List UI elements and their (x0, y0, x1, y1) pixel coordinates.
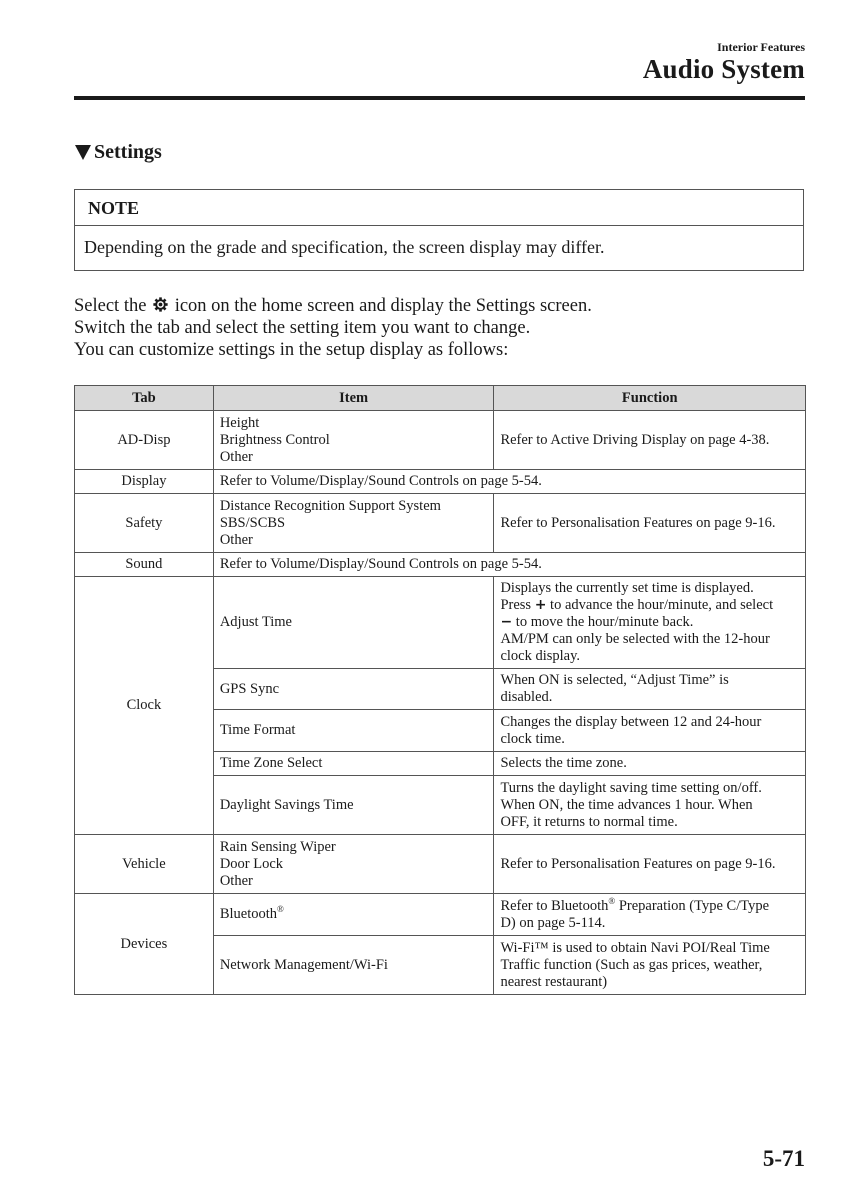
function-cell-safety: Refer to Personalisation Features on page 9-16. (494, 494, 806, 553)
function-cell-daylight (494, 776, 806, 835)
item-cell-time-format: Time Format (213, 710, 494, 752)
tab-cell-addisp: AD-Disp (75, 411, 214, 470)
function-line: Displays the currently set time is displayed. (500, 580, 754, 596)
registered-mark: ® (608, 895, 616, 906)
item-cell-daylight: Daylight Savings Time (213, 776, 494, 835)
function-line: Traffic function (Such as gas prices, weather, (500, 956, 763, 973)
intro-text (74, 295, 592, 361)
item-cell-bluetooth (213, 894, 494, 936)
table-row (75, 894, 806, 936)
function-cell-vehicle: Refer to Personalisation Features on page 9-16. (494, 835, 806, 894)
table-row (75, 577, 806, 669)
function-line: clock time. (500, 730, 565, 747)
minus-icon: − (500, 614, 513, 630)
item-cell-addisp (213, 411, 494, 470)
plus-icon: + (534, 597, 547, 613)
table-row (75, 835, 806, 894)
header-item: Item (213, 386, 494, 411)
function-line: AM/PM can only be selected with the 12-hour (500, 631, 770, 647)
table-row (75, 411, 806, 470)
note-box (74, 189, 804, 271)
function-cell-time-format (494, 710, 806, 752)
header-rule (74, 96, 805, 100)
bluetooth-label: Bluetooth (219, 906, 278, 922)
item-line: Distance Recognition Support System (219, 497, 441, 514)
function-line: When ON is selected, “Adjust Time” is (500, 672, 729, 688)
function-line: Turns the daylight saving time setting on/off. (500, 779, 762, 796)
item-line: Other (219, 448, 253, 465)
section-heading (75, 141, 162, 164)
span-cell-sound: Refer to Volume/Display/Sound Controls on page 5-54. (213, 553, 805, 577)
table-row (75, 553, 806, 577)
item-line: Other (219, 872, 253, 889)
tab-cell-safety: Safety (75, 494, 214, 553)
page-title: Audio System (642, 54, 805, 84)
table-row (75, 470, 806, 494)
table-header-row (75, 386, 806, 411)
header-tab: Tab (75, 386, 214, 411)
chapter-label: Interior Features (717, 40, 805, 54)
intro-line-1-end: icon on the home screen and display the Settings screen. (174, 296, 592, 316)
function-line (500, 895, 799, 915)
tab-cell-sound: Sound (75, 553, 214, 577)
function-line: nearest restaurant) (500, 973, 608, 990)
tab-cell-display: Display (75, 470, 214, 494)
function-cell-adjust-time (494, 577, 806, 669)
item-cell-time-zone: Time Zone Select (213, 752, 494, 776)
intro-line-2: Switch the tab and select the setting item you want to change. (74, 318, 531, 338)
registered-mark: ® (277, 904, 284, 915)
bluetooth-ref-text-2: Preparation (Type C/Type (615, 897, 770, 914)
item-cell-adjust-time: Adjust Time (213, 577, 494, 669)
function-cell-time-zone: Selects the time zone. (494, 752, 806, 776)
intro-line-1-start: Select the (74, 296, 147, 316)
header-function: Function (494, 386, 806, 411)
function-line: When ON, the time advances 1 hour. When (500, 796, 753, 813)
item-line: Rain Sensing Wiper (219, 838, 336, 855)
function-cell-network (494, 936, 806, 995)
function-line (500, 597, 799, 614)
function-line: OFF, it returns to normal time. (500, 813, 678, 830)
function-cell-addisp: Refer to Active Driving Display on page 4-38. (494, 411, 806, 470)
item-line: SBS/SCBS (219, 514, 286, 531)
item-line: Other (219, 531, 253, 548)
function-line: Changes the display between 12 and 24-hour (500, 713, 762, 730)
item-line: Height (219, 414, 260, 431)
function-cell-gps-sync (494, 669, 806, 710)
function-line (500, 614, 799, 631)
function-line: disabled. (500, 689, 553, 705)
section-heading-text: Settings (94, 141, 162, 163)
tab-cell-clock: Clock (75, 577, 214, 835)
tab-cell-devices: Devices (75, 894, 214, 995)
note-text: Depending on the grade and specification, the screen display may differ. (84, 237, 605, 257)
item-line: Door Lock (219, 855, 284, 872)
item-cell-safety (213, 494, 494, 553)
item-line: Brightness Control (219, 431, 330, 448)
note-title: NOTE (75, 190, 803, 226)
page-number: 5-71 (762, 1146, 805, 1171)
gear-icon (153, 297, 168, 312)
settings-table (74, 385, 806, 995)
span-cell-display: Refer to Volume/Display/Sound Controls on page 5-54. (213, 470, 805, 494)
bluetooth-ref-text: Refer to Bluetooth (500, 897, 609, 914)
plus-text: to advance the hour/minute, and select (550, 597, 774, 613)
item-cell-vehicle (213, 835, 494, 894)
function-line: clock display. (500, 648, 581, 664)
table-row (75, 494, 806, 553)
function-line: D) on page 5-114. (500, 914, 606, 931)
item-cell-network: Network Management/Wi-Fi (213, 936, 494, 995)
function-cell-bluetooth (494, 894, 806, 936)
function-line: Wi-Fi™ is used to obtain Navi POI/Real Time (500, 939, 770, 956)
press-text: Press (500, 597, 532, 613)
triangle-bullet-icon (75, 145, 91, 160)
item-cell-gps-sync: GPS Sync (213, 669, 494, 710)
tab-cell-vehicle: Vehicle (75, 835, 214, 894)
intro-line-1 (74, 295, 592, 317)
minus-text: to move the hour/minute back. (515, 614, 694, 630)
intro-line-3: You can customize settings in the setup display as follows: (74, 340, 509, 360)
